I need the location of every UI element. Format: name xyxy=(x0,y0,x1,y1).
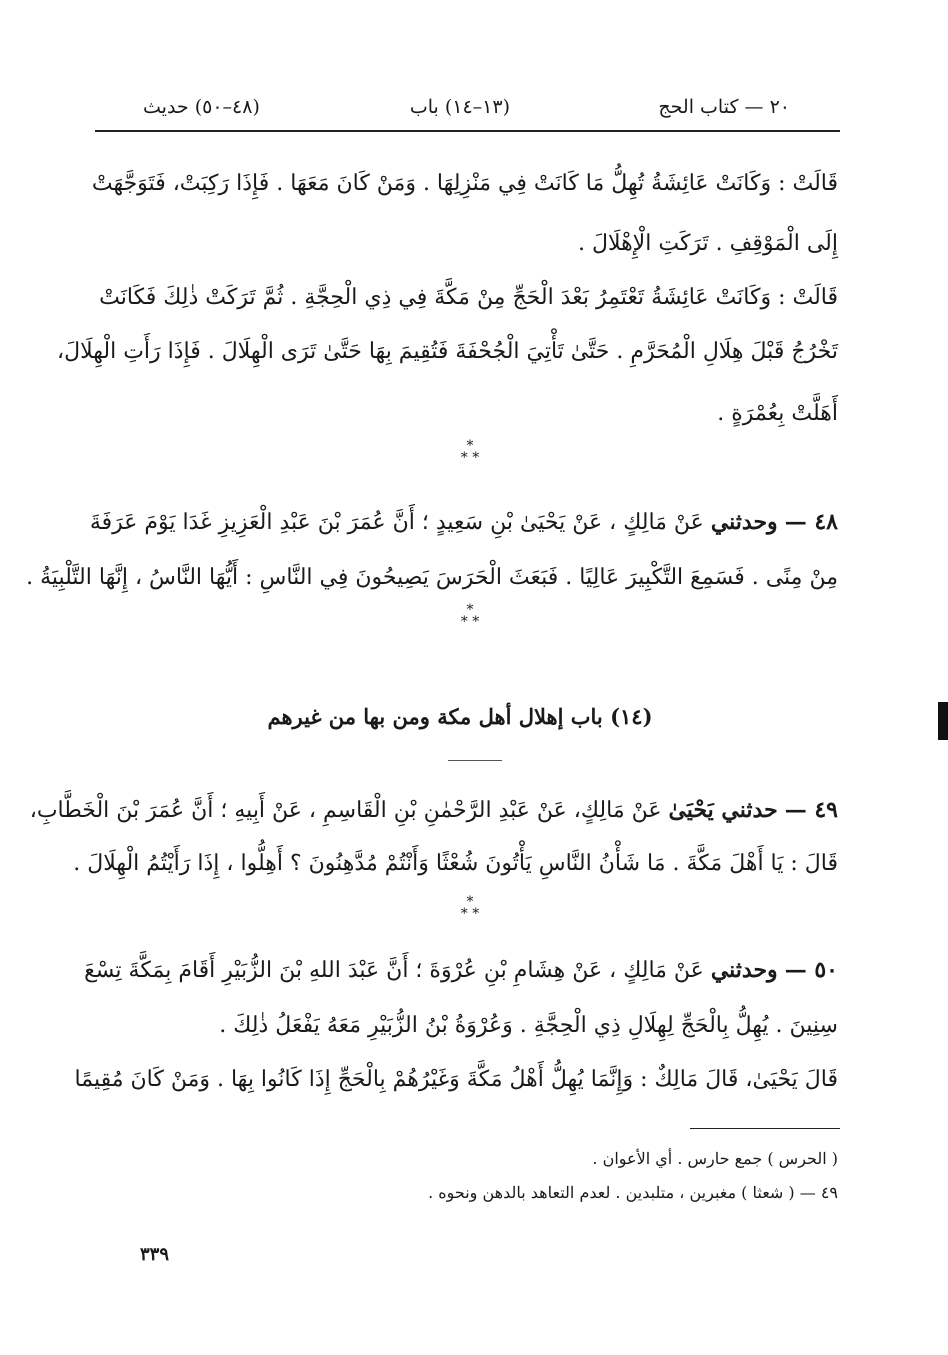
hadith-48-line-1 xyxy=(89,504,838,541)
header-book-title: ٢٠ — كتاب الحج xyxy=(658,96,790,118)
hadith-49-line-2: قَالَ : يَا أَهْلَ مَكَّةَ . مَا شَأْنُ النَّاسِ يَأْتُونَ شُعْثًا وَأَنْتُمْ مُدَّهِنُونَ ؟ أَهِلُّوا ، إِذَا رَأَيْتُمُ الْهِلَالَ . xyxy=(73,851,838,876)
hadith-opening: وحدثني xyxy=(710,509,778,535)
separator-stars-2 xyxy=(440,604,500,628)
header-chapter-range: (١٣–١٤) باب xyxy=(409,96,510,118)
section-heading: (١٤) باب إهلال أهل مكة ومن بها من غيرهم xyxy=(267,704,653,729)
header-hadith-range: (٤٨–٥٠) حديث xyxy=(143,96,260,118)
header-rule xyxy=(95,130,840,132)
footnote-1: ( الحرس ) جمع حارس . أي الأعوان . xyxy=(592,1149,838,1168)
body-line-4: تَخْرُجُ قَبْلَ هِلَالِ الْمُحَرَّمِ . حَتَّىٰ تَأْتِيَ الْجُحْفَةَ فَتُقِيمَ بِهَا حَتَّىٰ تَرَى الْهِلَالَ . فَإِذَا رَأَتِ الْهِلَالَ، xyxy=(57,339,838,364)
body-line-5: أَهَلَّتْ بِعُمْرَةٍ . xyxy=(717,401,838,426)
hadith-number: ٤٨ — xyxy=(784,509,838,535)
hadith-50-line-1 xyxy=(84,952,838,989)
body-line-2: إِلَى الْمَوْقِفِ . تَرَكَتِ الْإِهْلَالَ . xyxy=(577,231,838,256)
section-short-rule xyxy=(448,760,502,761)
hadith-50-line-3: قَالَ يَحْيَىٰ، قَالَ مَالِكٌ : وَإِنَّمَا يُهِلُّ أَهْلُ مَكَّةَ وَغَيْرُهُمْ بِالْحَجِّ إِذَا كَانُوا بِهَا . وَمَنْ كَانَ مُقِيمًا xyxy=(74,1067,838,1092)
hadith-text: عَنْ مَالِكٍ ، عَنْ هِشَامِ بْنِ عُرْوَةَ ؛ أَنَّ عَبْدَ اللهِ بْنَ الزُّبَيْرِ أَقَامَ بِمَكَّةَ تِسْعَ xyxy=(84,958,704,983)
star-bottom: * * xyxy=(460,450,480,466)
star-top: * xyxy=(466,894,474,910)
margin-mark xyxy=(938,702,948,740)
star-bottom: * * xyxy=(460,906,480,922)
separator-stars-1 xyxy=(440,440,500,464)
body-line-1: قَالَتْ : وَكَانَتْ عَائِشَةُ تُهِلُّ مَا كَانَتْ فِي مَنْزِلِهَا . وَمَنْ كَانَ مَعَهَا . فَإِذَا رَكِبَتْ، فَتَوَجَّهَتْ xyxy=(91,171,838,196)
hadith-number: ٥٠ — xyxy=(784,957,838,983)
hadith-opening: وحدثني xyxy=(710,957,778,983)
hadith-text: عَنْ مَالِكٍ، عَنْ عَبْدِ الرَّحْمٰنِ بْنِ الْقَاسِمِ ، عَنْ أَبِيهِ ؛ أَنَّ عُمَرَ بْنَ الْخَطَّابِ، xyxy=(29,798,662,823)
hadith-49-line-1 xyxy=(29,792,838,829)
separator-stars-3 xyxy=(440,896,500,920)
star-bottom: * * xyxy=(460,614,480,630)
body-line-3: قَالَتْ : وَكَانَتْ عَائِشَةُ تَعْتَمِرُ بَعْدَ الْحَجِّ مِنْ مَكَّةَ فِي ذِي الْحِجَّةِ . ثُمَّ تَرَكَتْ ذٰلِكَ فَكَانَتْ xyxy=(99,285,838,310)
hadith-opening: حدثني يَحْيَىٰ xyxy=(668,797,778,823)
hadith-48-line-2: مِنْ مِنًى . فَسَمِعَ التَّكْبِيرَ عَالِيًا . فَبَعَثَ الْحَرَسَ يَصِيحُونَ فِي النَّاسِ : أَيُّهَا النَّاسُ ، إِنَّهَا التَّلْبِيَةُ . xyxy=(26,565,838,590)
page-number: ٣٣٩ xyxy=(140,1244,170,1265)
hadith-number: ٤٩ — xyxy=(784,797,838,823)
running-header xyxy=(95,96,840,126)
hadith-text: عَنْ مَالِكٍ ، عَنْ يَحْيَىٰ بْنِ سَعِيدٍ ؛ أَنَّ عُمَرَ بْنَ عَبْدِ الْعَزِيزِ غَدَا يَوْمَ عَرَفَةَ xyxy=(89,510,704,535)
star-top: * xyxy=(466,602,474,618)
footnote-2: ٤٩ — ( شعثا ) مغبرين ، متلبدين . لعدم التعاهد بالدهن ونحوه . xyxy=(428,1183,838,1202)
footnote-rule xyxy=(690,1128,840,1129)
star-top: * xyxy=(466,438,474,454)
hadith-50-line-2: سِنِينَ . يُهِلُّ بِالْحَجِّ لِهِلَالِ ذِي الْحِجَّةِ . وَعُرْوَةُ بْنُ الزُّبَيْرِ مَعَهُ يَفْعَلُ ذٰلِكَ . xyxy=(219,1013,838,1038)
